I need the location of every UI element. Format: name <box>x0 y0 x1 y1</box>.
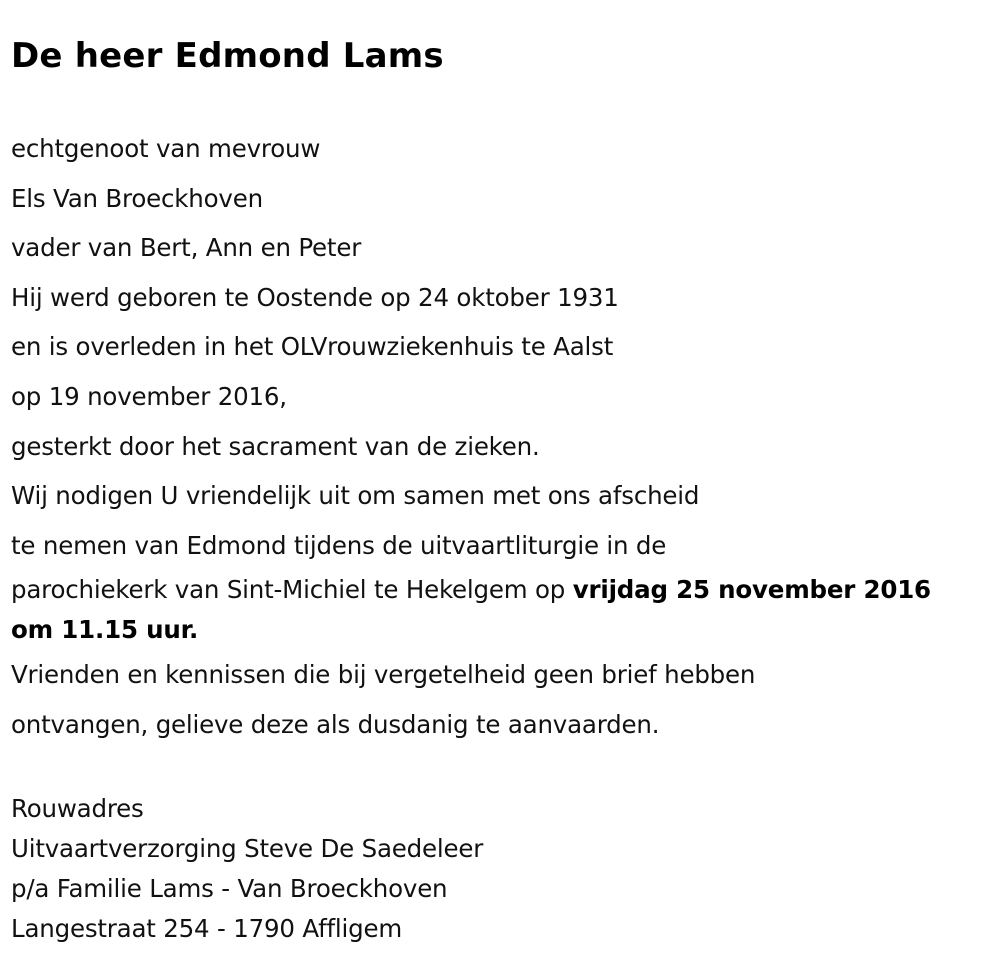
announcement-text <box>11 124 996 750</box>
text-line-liturgy: te nemen van Edmond tijdens de uitvaartliturgie in de <box>11 530 667 560</box>
funeral-church-text: parochiekerk van Sint-Michiel te Hekelgem op <box>11 575 573 605</box>
text-line-birth: Hij werd geboren te Oostende op 24 oktober 1931 <box>11 282 619 312</box>
text-line-invitation: Wij nodigen U vriendelijk uit om samen met ons afscheid <box>11 481 700 511</box>
funeral-date: vrijdag 25 november 2016 <box>572 575 931 605</box>
address-line-street: Langestraat 254 - 1790 Affligem <box>11 914 403 943</box>
page-title: De heer Edmond Lams <box>11 36 444 76</box>
text-line-funeral-time <box>11 610 996 650</box>
address-heading: Rouwadres <box>11 794 144 823</box>
text-line-spouse-name: Els Van Broeckhoven <box>11 183 263 213</box>
address-line-funeral-home: Uitvaartverzorging Steve De Saedeleer <box>11 834 484 863</box>
text-line-spouse-intro: echtgenoot van mevrouw <box>11 134 321 163</box>
text-line-accept: ontvangen, gelieve deze als dusdanig te aanvaarden. <box>11 709 660 739</box>
mourning-address <box>11 789 483 949</box>
text-line-death-date: op 19 november 2016, <box>11 381 287 411</box>
text-line-children: vader van Bert, Ann en Peter <box>11 233 362 263</box>
text-line-sacrament: gesterkt door het sacrament van de zieken. <box>11 431 540 461</box>
text-line-friends: Vrienden en kennissen die bij vergetelheid geen brief hebben <box>11 660 756 690</box>
text-line-death-place: en is overleden in het OLVrouwziekenhuis te Aalst <box>11 332 614 362</box>
funeral-time: om 11.15 uur. <box>11 615 199 645</box>
address-line-family: p/a Familie Lams - Van Broeckhoven <box>11 874 448 903</box>
text-line-funeral-church <box>11 570 996 610</box>
